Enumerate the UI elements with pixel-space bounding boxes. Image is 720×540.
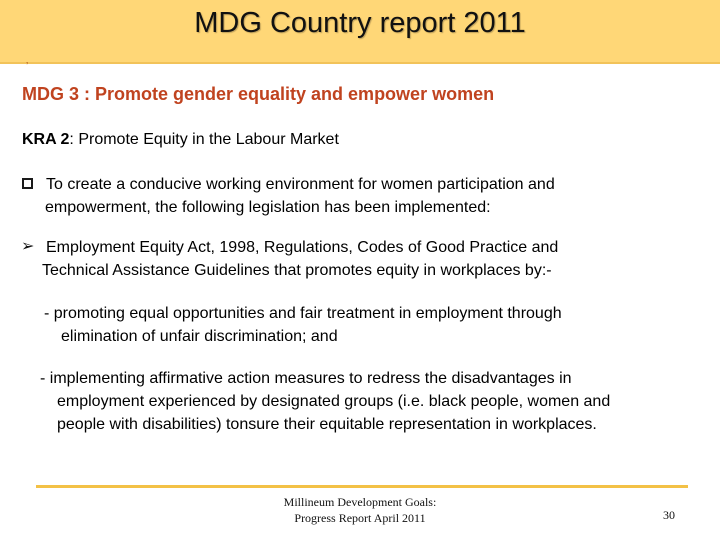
point-1-line-1: To create a conducive working environment for women participation and bbox=[46, 176, 555, 193]
arrow-bullet-icon: ➢ bbox=[21, 238, 35, 255]
sub-point-2-line-2: employment experienced by designated groups (i.e. black people, women and bbox=[57, 393, 611, 410]
sub-point-1 bbox=[44, 302, 684, 348]
sub-point-1-line-2: elimination of unfair discrimination; and bbox=[61, 328, 338, 345]
title-band bbox=[0, 0, 720, 64]
slide-title: MDG Country report 2011 bbox=[194, 7, 526, 39]
point-2-line-1: Employment Equity Act, 1998, Regulations, Codes of Good Practice and bbox=[46, 239, 559, 256]
kra-text: : Promote Equity in the Labour Market bbox=[69, 131, 339, 148]
sub-point-1-line-1: - promoting equal opportunities and fair treatment in employment through bbox=[44, 305, 562, 322]
point-2-line-2: Technical Assistance Guidelines that promotes equity in workplaces by:- bbox=[42, 262, 552, 279]
sub-point-2-line-1: - implementing affirmative action measures to redress the disadvantages in bbox=[40, 370, 572, 387]
point-1-line-2: empowerment, the following legislation has been implemented: bbox=[45, 199, 491, 216]
footer-caption bbox=[250, 494, 470, 526]
footer-line-2: Progress Report April 2011 bbox=[294, 511, 426, 525]
sub-point-2 bbox=[40, 367, 700, 436]
kra-line bbox=[22, 131, 339, 149]
point-1 bbox=[46, 173, 686, 219]
footer-line-1: Millineum Development Goals: bbox=[283, 495, 437, 509]
footer-divider bbox=[36, 485, 688, 488]
page-number: 30 bbox=[663, 508, 675, 522]
kra-label: KRA 2 bbox=[22, 131, 70, 148]
section-heading: MDG 3 : Promote gender equality and empower women bbox=[22, 84, 495, 104]
decorative-mark-icon: ‚ bbox=[26, 55, 29, 66]
sub-point-2-line-3: people with disabilities) tonsure their equitable representation in workplaces. bbox=[57, 416, 597, 433]
square-bullet-icon bbox=[22, 178, 33, 189]
point-2 bbox=[42, 236, 686, 282]
